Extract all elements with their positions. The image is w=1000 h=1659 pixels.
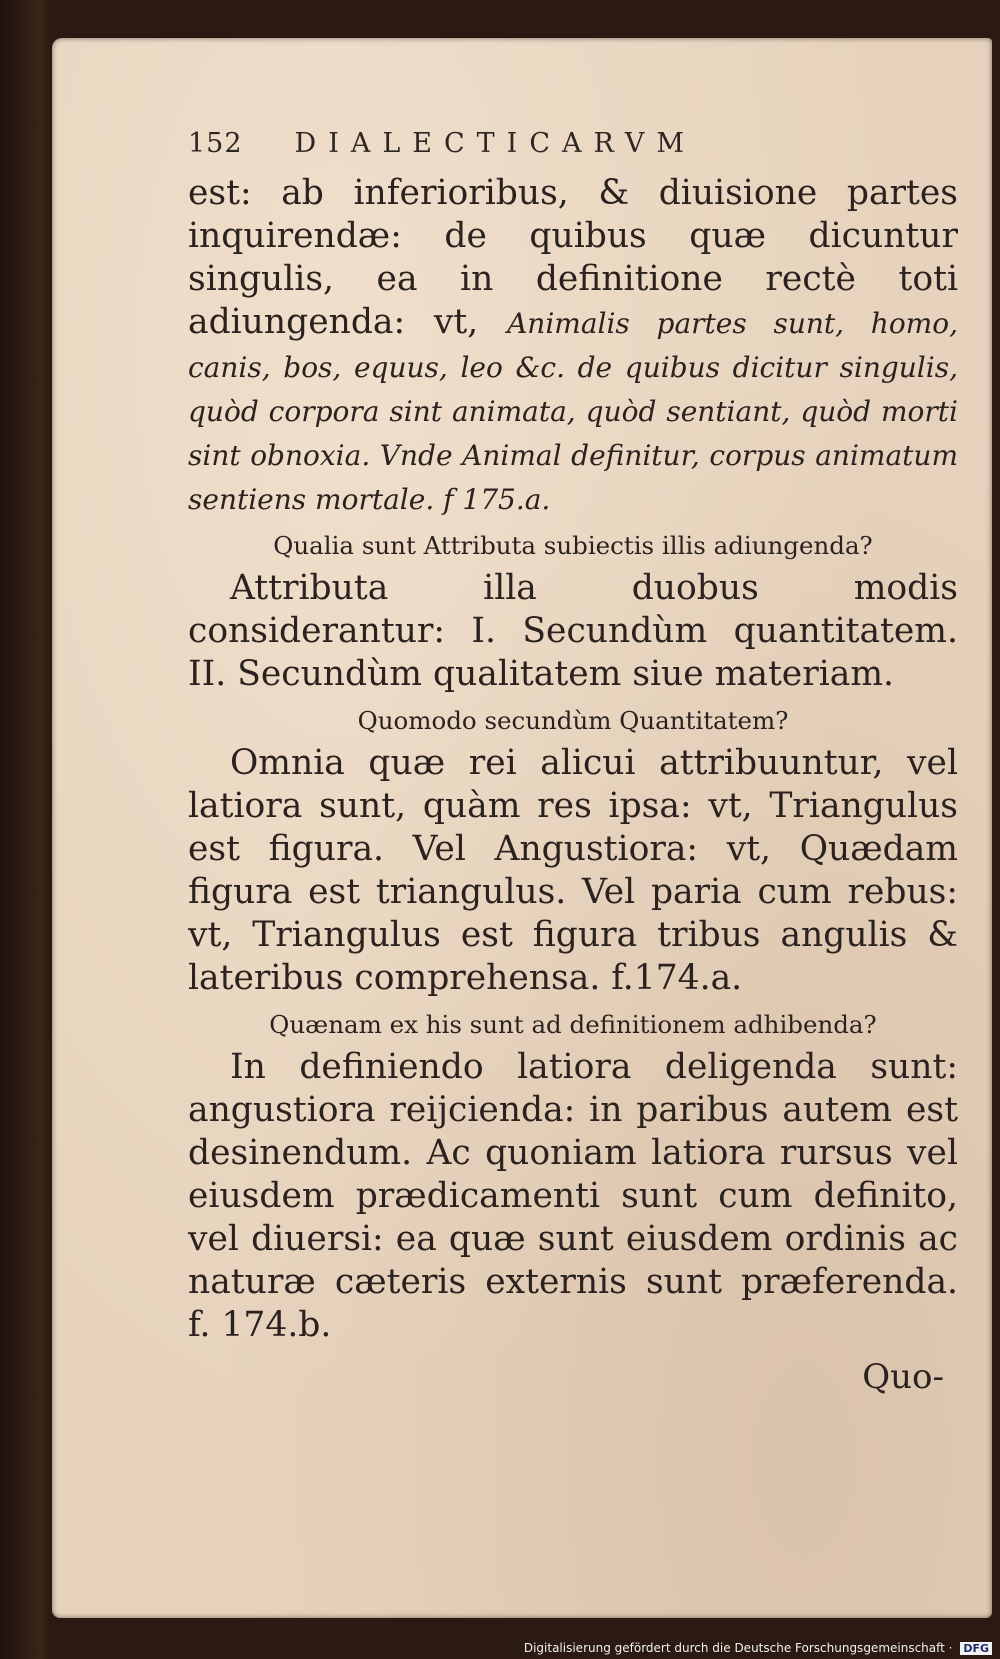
question-3: Quænam ex his sunt ad definitionem adhibenda? [269, 1010, 877, 1039]
running-head [188, 128, 958, 172]
question-1: Qualia sunt Attributa subiectis illis adiungenda? [273, 531, 873, 560]
paragraph-2: Attributa illa duobus modis considerantur: I. Secundùm quantitatem. II. Secundùm qualitatem siue materiam. [188, 568, 958, 694]
dfg-logo-icon: DFG [960, 1642, 992, 1655]
question-2: Quomodo secundùm Quantitatem? [357, 706, 789, 735]
page-number: 152 [188, 128, 243, 159]
paragraph-4: In definiendo latiora deligenda sunt: angustiora reijcienda: in paribus autem est desinendum. Ac quoniam latiora rursus vel eiusdem prædicamenti sunt cum definito, vel diuersi: ea quæ sunt eiusdem ordinis ac naturæ cæteris externis sunt præferenda. f. 174.b. [188, 1047, 958, 1345]
paragraph-1-italic: Animalis partes sunt, homo, canis, bos, equus, leo &c. de quibus dicitur singulis, quòd corpora sint animata, quòd sentiant, quòd morti sint obnoxia. Vnde Animal definitur, corpus animatum sentiens mortale. f 175.a. [188, 307, 958, 516]
digitization-credit [0, 1641, 1000, 1655]
catchword: Quo- [862, 1357, 944, 1397]
paragraph-1-text: est: ab inferioribus, & diuisione partes inquirendæ: de quibus quæ dicuntur singulis, ea in definitione rectè toti adiungenda: vt, [188, 173, 958, 342]
page-text [188, 128, 958, 1407]
paragraph-1 [188, 172, 958, 521]
paragraph-3: Omnia quæ rei alicui attribuuntur, vel latiora sunt, quàm res ipsa: vt, Triangulus est figura. Vel Angustiora: vt, Quædam figura est triangulus. Vel paria cum rebus: vt, Triangulus est figura tribus angulis & lateribus comprehensa. f.174.a. [188, 743, 958, 998]
digitization-credit-text: Digitalisierung gefördert durch die Deutsche Forschungsgemeinschaft · [523, 1641, 953, 1655]
running-head-title: DIALECTICARVM [294, 128, 696, 159]
